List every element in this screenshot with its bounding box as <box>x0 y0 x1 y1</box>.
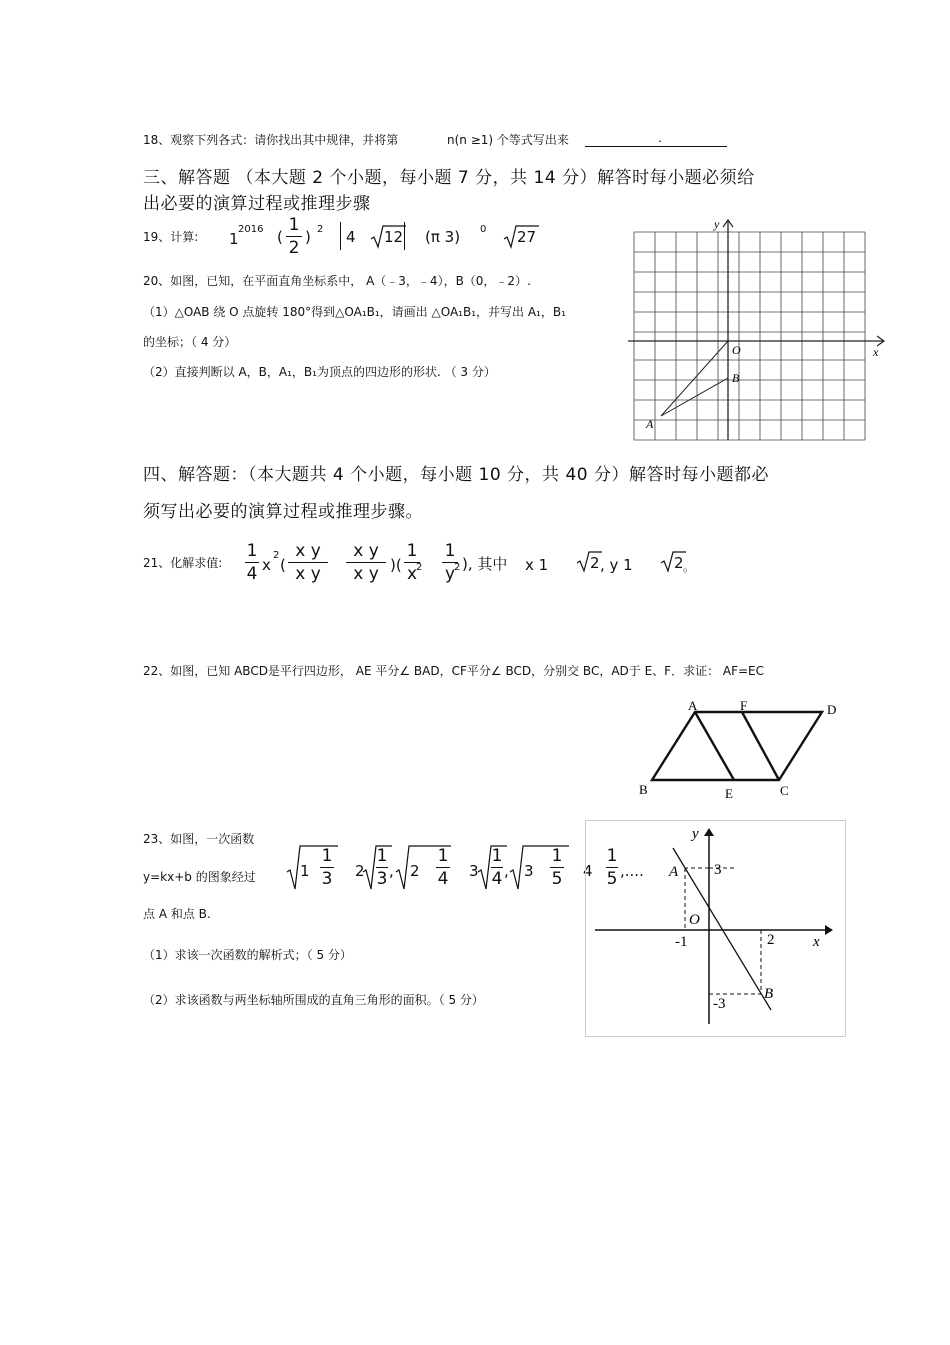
q20-coordinate-grid <box>628 214 890 442</box>
seq-fraction <box>374 845 390 890</box>
q20-line1: 20、如图，已知，在平面直角坐标系中， A（﹣3，﹣4），B（0，﹣2）. <box>143 274 531 288</box>
comma: , <box>389 862 394 880</box>
x-axis-label: x <box>813 934 820 950</box>
q21-frac3-exp: 2 <box>416 562 423 573</box>
q20-line4: （2）直接判断以 A，B，A₁，B₁为顶点的四边形的形状. （ 3 分） <box>143 365 496 379</box>
grid-lines <box>634 232 865 440</box>
seq-num: 1 <box>437 846 449 866</box>
seq-num: 1 <box>491 846 503 866</box>
x-axis-arrow-icon <box>825 925 833 935</box>
abs-right-bar <box>404 222 405 250</box>
section3-line1: 三、解答题 （本大题 2 个小题，每小题 7 分，共 14 分）解答时每小题必须给 <box>143 168 755 188</box>
seq-den: 5 <box>551 869 563 889</box>
tick-neg3: -3 <box>713 996 726 1012</box>
q21-frac1-num: x y <box>295 541 321 561</box>
q21-frac1 <box>286 540 330 585</box>
y-axis-label: y <box>692 826 699 842</box>
seq-den: 3 <box>321 869 333 889</box>
tick-neg1: -1 <box>675 934 688 950</box>
y-axis-label: y <box>714 217 720 231</box>
q23-linear-function-graph <box>585 820 847 1038</box>
q21-frac1-den: x y <box>295 564 321 584</box>
q19-base: 1 <box>229 230 239 248</box>
q19-half-den: 2 <box>288 238 300 258</box>
tick-3: 3 <box>714 862 722 878</box>
segment-ae <box>695 712 734 780</box>
q21-quarter <box>243 540 261 585</box>
q21-frac2-num: x y <box>353 541 379 561</box>
origin-label: O <box>689 912 700 928</box>
q21-frac3-num: 1 <box>406 541 418 561</box>
seq-num: 1 <box>606 846 618 866</box>
label-d: D <box>827 702 837 717</box>
label-c: C <box>780 783 789 798</box>
q21-label: 21、化解求值: <box>143 556 223 570</box>
q23-line1: 23、如图，一次函数 <box>143 832 255 846</box>
point-a-label: A <box>669 864 679 880</box>
label-f: F <box>740 698 748 713</box>
q21-frac4-num: 1 <box>444 541 456 561</box>
q18-prefix: 18、观察下列各式：请你找出其中规律，并将第 <box>143 133 399 147</box>
point-b-label: B <box>732 371 740 385</box>
paren: )( <box>390 556 402 574</box>
label-a: A <box>688 698 698 713</box>
seq-term: 2 <box>410 862 420 880</box>
q21-cond-y: , y 1 <box>600 556 633 574</box>
q23-part1: （1）求该一次函数的解析式；（ 5 分） <box>143 948 352 962</box>
q21-frac2-den: x y <box>353 564 379 584</box>
y-axis-arrow-icon <box>704 828 714 836</box>
function-line <box>673 848 774 1010</box>
tick-2: 2 <box>767 932 775 948</box>
q21-sqrt-a: 2 <box>590 554 600 572</box>
seq-term: 1 <box>300 862 310 880</box>
q19-paren-open: ( <box>277 228 283 246</box>
q19-pi-part: (π 3) <box>425 228 461 246</box>
q19-sqrt27: 27 <box>517 228 537 246</box>
seq-ellipsis: ,.... <box>620 862 644 880</box>
seq-num: 1 <box>551 846 563 866</box>
seq-fraction <box>318 845 336 890</box>
section4-line1: 四、解答题：（本大题共 4 个小题，每小题 10 分，共 40 分）解答时每小题都必 <box>143 465 770 485</box>
q19-abs-inner: 4 <box>346 228 356 246</box>
q21-x: x <box>262 556 271 574</box>
q23-line3: 点 A 和点 B. <box>143 907 211 921</box>
q21-frac3-den: x <box>406 564 418 584</box>
q23-line2: y=kx+b 的图象经过 <box>143 870 256 884</box>
q18-middle: n(n ≥1) 个等式写出来 <box>447 133 569 147</box>
parallelogram-abcd <box>652 712 822 780</box>
seq-num: 1 <box>321 846 333 866</box>
q19-half <box>284 214 304 259</box>
section4-line2: 须写出必要的演算过程或推理步骤。 <box>143 502 423 522</box>
q19-exp2: 2 <box>317 224 324 235</box>
label-e: E <box>725 786 733 801</box>
x-axis-label: x <box>873 345 879 359</box>
q21-cond-x: x 1 <box>525 556 549 574</box>
point-b-label: B <box>764 986 774 1002</box>
section3-line2: 出必要的演算过程或推理步骤 <box>143 194 371 214</box>
seq-fraction <box>434 845 452 890</box>
seq-num: 1 <box>376 846 388 866</box>
seq-term: 3 <box>469 862 479 880</box>
point-a-label: A <box>646 417 654 431</box>
q19-half-num: 1 <box>288 215 300 235</box>
paren: ( <box>280 556 286 574</box>
q21-end: 。 <box>683 560 696 574</box>
q21-frac2 <box>344 540 388 585</box>
seq-term: 3 <box>524 862 534 880</box>
q19-exp0: 0 <box>480 224 487 235</box>
origin-label: O <box>732 343 741 357</box>
q19-paren-close: ) <box>305 228 311 246</box>
segment-cf <box>742 712 779 780</box>
q19-label: 19、计算: <box>143 230 199 244</box>
label-b: B <box>639 782 648 797</box>
q22-text: 22、如图，已知 ABCD是平行四边形， AE 平分∠ BAD，CF平分∠ BCD，分别交 BC，AD于 E、F．求证： AF=EC <box>143 664 765 678</box>
q21-sqrt-b: 2 <box>674 554 684 572</box>
q21-frac4-exp: 2 <box>454 562 461 573</box>
q20-line2: （1）△OAB 绕 O 点旋转 180°得到△OA₁B₁，请画出 △OA₁B₁，并写出 A₁，B₁ <box>143 305 566 319</box>
q21-x-exp: 2 <box>273 550 280 561</box>
seq-term: 2 <box>355 862 365 880</box>
q19-sqrt12: 12 <box>384 228 404 246</box>
seq-den: 4 <box>437 869 449 889</box>
seq-term: 4 <box>583 862 593 880</box>
seq-den: 5 <box>606 869 618 889</box>
q18-answer-blank[interactable] <box>585 146 727 147</box>
seq-fraction <box>548 845 566 890</box>
q21-quarter-num: 1 <box>246 541 258 561</box>
q20-line3: 的坐标；（ 4 分） <box>143 335 237 349</box>
q21-quarter-den: 4 <box>246 564 258 584</box>
q21-frac4-den: y <box>444 564 456 584</box>
q23-part2: （2）求该函数与两坐标轴所围成的直角三角形的面积。（ 5 分） <box>143 993 484 1007</box>
q22-parallelogram-figure <box>632 694 842 804</box>
seq-den: 4 <box>491 869 503 889</box>
seq-den: 3 <box>376 869 388 889</box>
comma: , <box>504 862 509 880</box>
q21-where: ), 其中 <box>462 555 508 573</box>
q18-period: . <box>658 131 662 145</box>
q19-exp: 2016 <box>238 224 264 235</box>
seq-fraction <box>489 845 505 890</box>
